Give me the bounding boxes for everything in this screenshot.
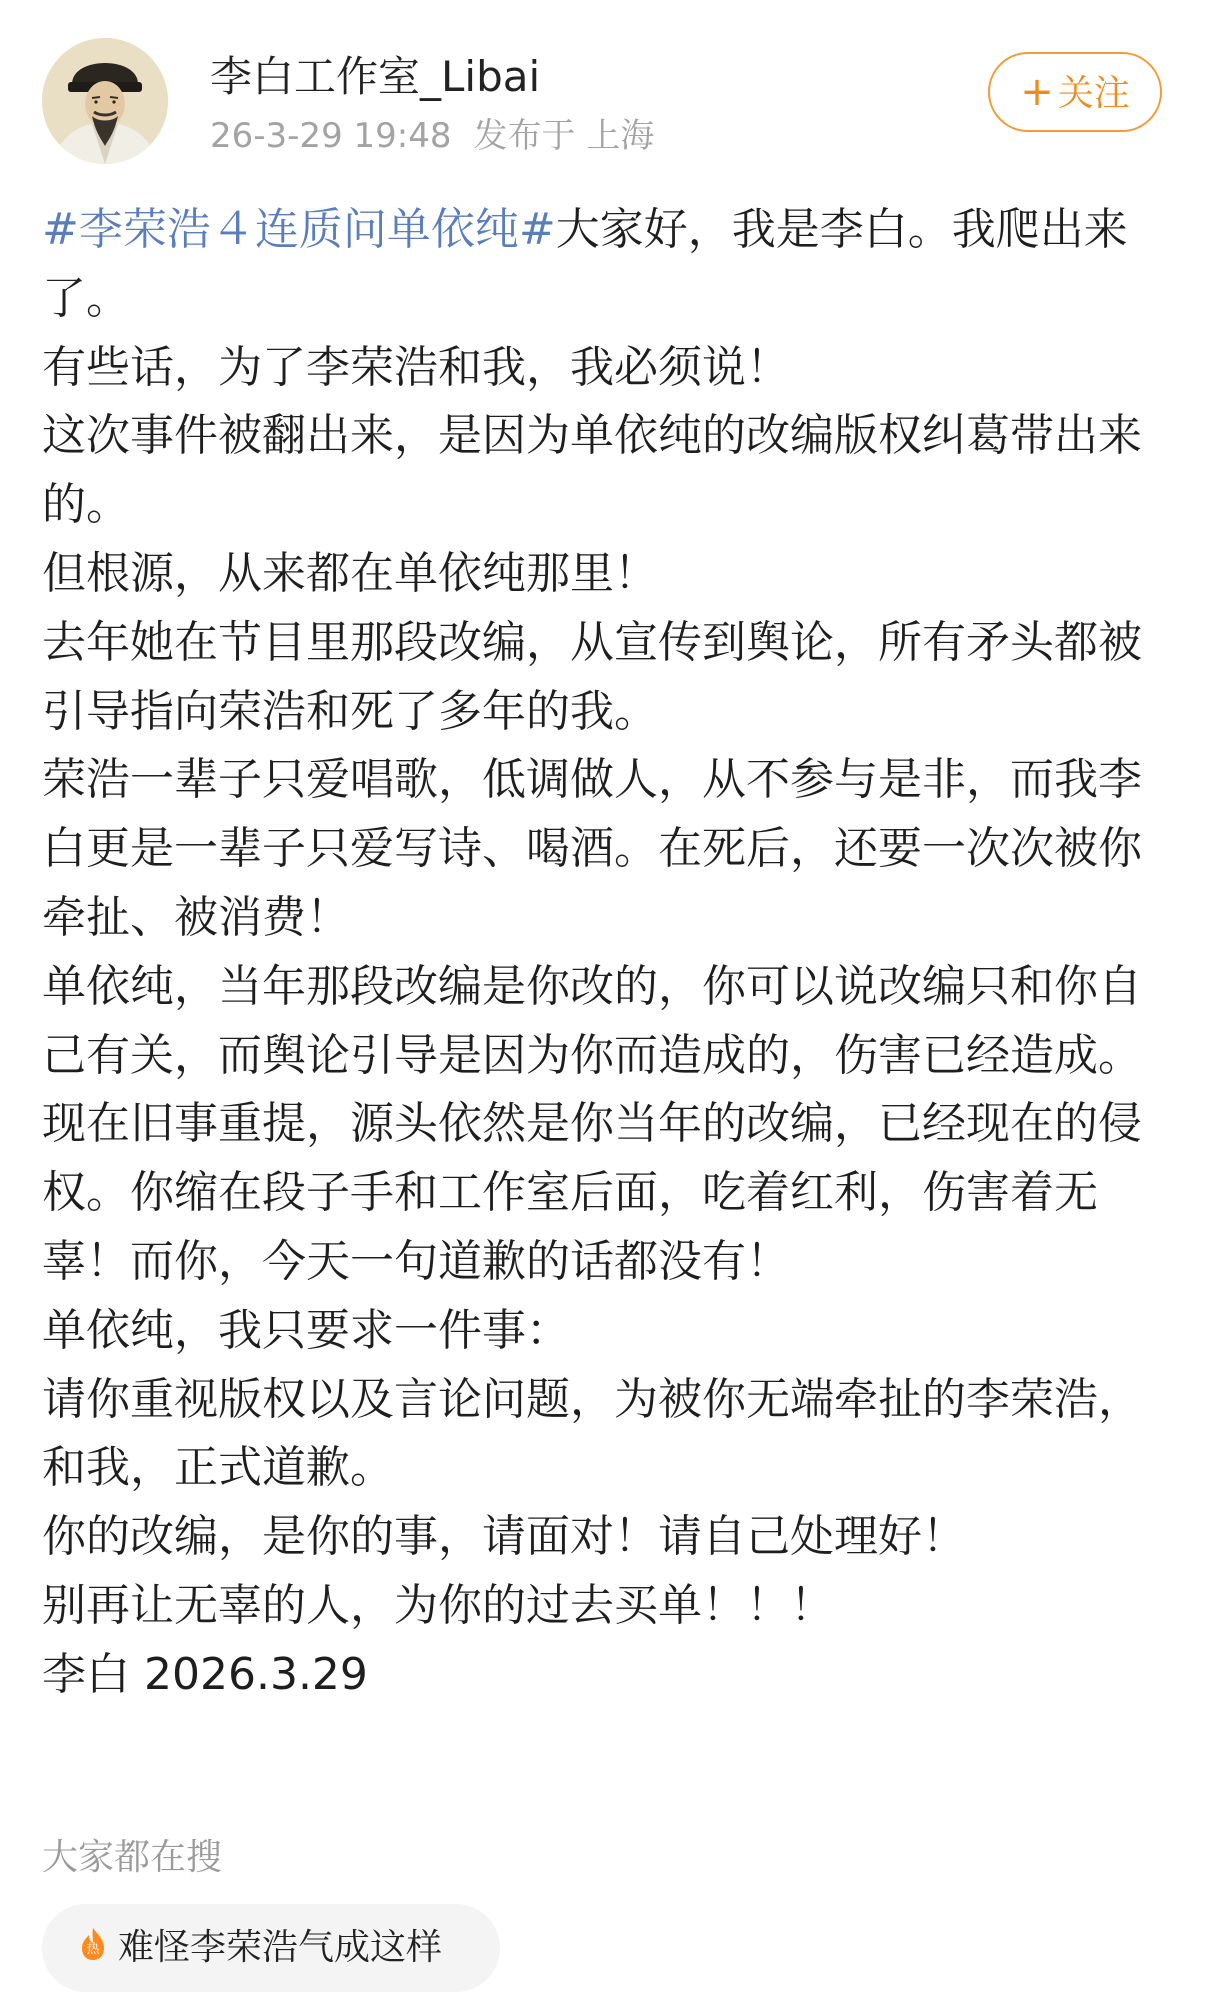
- post-paragraph: 单依纯，当年那段改编是你改的，你可以说改编只和你自己有关，而舆论引导是因为你而造成的，伤害已经造成。现在旧事重提，源头依然是你当年的改编，已经现在的侵权。你缩在段子手和工作室后面，吃着红利，伤害着无辜！而你，今天一句道歉的话都没有！: [42, 960, 1142, 1287]
- author-avatar[interactable]: [42, 38, 168, 164]
- post-paragraph: 请你重视版权以及言论问题，为被你无端牵扯的李荣浩，和我，正式道歉。: [42, 1373, 1142, 1494]
- post-paragraph: 但根源，从来都在单依纯那里！: [42, 547, 658, 599]
- trending-item-text: 难怪李荣浩气成这样: [118, 1927, 443, 1968]
- post-signature: 李白 2026.3.29: [42, 1648, 368, 1700]
- follow-button[interactable]: [988, 52, 1162, 132]
- post-meta: [210, 114, 654, 158]
- post-paragraph: 别再让无辜的人，为你的过去买单！！！: [42, 1579, 834, 1631]
- trending-label: 大家都在搜: [42, 1837, 223, 1878]
- follow-button-label: 关注: [1057, 73, 1130, 114]
- post-paragraph: 你的改编，是你的事，请面对！请自己处理好！: [42, 1511, 966, 1563]
- plus-icon: +: [1020, 69, 1054, 115]
- hot-icon: [78, 1926, 108, 1962]
- post-paragraph: 这次事件被翻出来，是因为单依纯的改编版权纠葛带出来的。: [42, 410, 1142, 531]
- post-body: [42, 196, 1166, 1710]
- post-paragraph: 去年她在节目里那段改编，从宣传到舆论，所有矛头都被引导指向荣浩和死了多年的我。: [42, 616, 1142, 737]
- post-paragraph: 单依纯，我只要求一件事：: [42, 1304, 570, 1356]
- hot-icon-char: 热: [86, 1942, 100, 1957]
- post-header: [0, 0, 1206, 170]
- post-paragraph: 荣浩一辈子只爱唱歌，低调做人，从不参与是非，而我李白更是一辈子只爱写诗、喝酒。在死后，还要一次次被你牵扯、被消费！: [42, 754, 1142, 943]
- author-name[interactable]: 李白工作室_Libai: [210, 52, 541, 101]
- trending-item[interactable]: [42, 1904, 500, 1992]
- post-timestamp: 26-3-29 19:48: [210, 116, 452, 156]
- post-location: 发布于 上海: [473, 116, 655, 156]
- hashtag-link[interactable]: #李荣浩４连质问单依纯#: [42, 204, 556, 255]
- post-paragraph-text: 大家好，我是李白。我爬出来了。: [42, 204, 1128, 324]
- post-paragraph: [42, 196, 1166, 334]
- post-paragraph: 有些话，为了李荣浩和我，我必须说！: [42, 341, 790, 393]
- portrait-avatar-icon: [42, 38, 168, 164]
